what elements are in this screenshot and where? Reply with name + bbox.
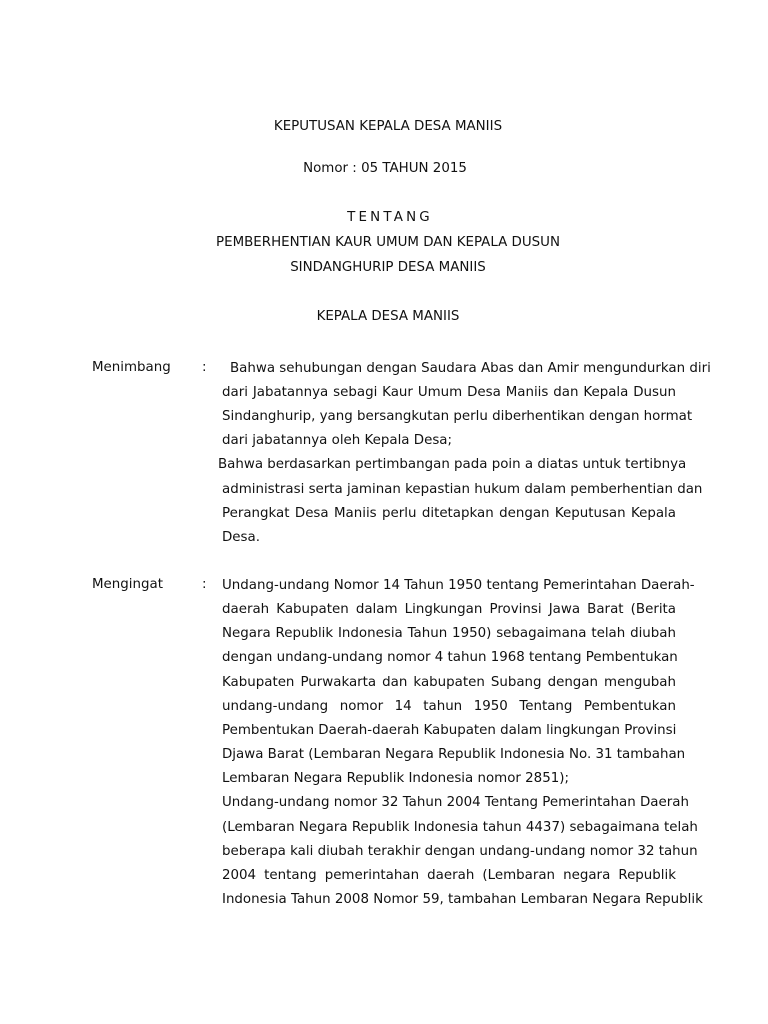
mengingat-line: Undang-undang Nomor 14 Tahun 1950 tentang Pemerintahan Daerah-	[222, 578, 695, 593]
subject-line-1: PEMBERHENTIAN KAUR UMUM DAN KEPALA DUSUN	[216, 235, 560, 250]
menimbang-line: dari Jabatannya sebagi Kaur Umum Desa Maniis dan Kepala Dusun	[222, 385, 676, 400]
mengingat-line: daerah Kabupaten dalam Lingkungan Provinsi Jawa Barat (Berita	[222, 602, 676, 617]
menimbang-line: Sindanghurip, yang bersangkutan perlu diberhentikan dengan hormat	[222, 409, 693, 424]
decree-number: Nomor : 05 TAHUN 2015	[303, 161, 467, 176]
mengingat-line: Pembentukan Daerah-daerah Kabupaten dalam lingkungan Provinsi	[222, 723, 677, 738]
mengingat-line: Djawa Barat (Lembaran Negara Republik Indonesia No. 31 tambahan	[222, 747, 686, 762]
mengingat-line: Kabupaten Purwakarta dan kabupaten Subang dengan mengubah	[222, 675, 676, 690]
issuer-heading: KEPALA DESA MANIIS	[316, 309, 460, 324]
subject-line-2: SINDANGHURIP DESA MANIIS	[290, 260, 486, 275]
document-title: KEPUTUSAN KEPALA DESA MANIIS	[273, 119, 503, 134]
tentang-heading: TENTANG	[347, 210, 433, 225]
menimbang-line: Desa.	[222, 530, 260, 545]
mengingat-colon: :	[202, 577, 207, 592]
mengingat-line: (Lembaran Negara Republik Indonesia tahun 4437) sebagaimana telah	[222, 820, 698, 835]
mengingat-line: Undang-undang nomor 32 Tahun 2004 Tentang Pemerintahan Daerah	[222, 795, 689, 810]
mengingat-line: dengan undang-undang nomor 4 tahun 1968 tentang Pembentukan	[222, 650, 678, 665]
mengingat-label: Mengingat	[92, 577, 163, 592]
mengingat-line: Indonesia Tahun 2008 Nomor 59, tambahan Lembaran Negara Republik	[222, 892, 703, 907]
menimbang-label: Menimbang	[92, 360, 171, 375]
menimbang-line: Bahwa berdasarkan pertimbangan pada poin a diatas untuk tertibnya	[218, 457, 687, 472]
menimbang-line: dari jabatannya oleh Kepala Desa;	[222, 433, 453, 448]
mengingat-line: Negara Republik Indonesia Tahun 1950) sebagaimana telah diubah	[222, 626, 676, 641]
mengingat-line: 2004 tentang pemerintahan daerah (Lembaran negara Republik	[222, 868, 676, 883]
mengingat-line: Lembaran Negara Republik Indonesia nomor 2851);	[222, 771, 569, 786]
menimbang-line: Bahwa sehubungan dengan Saudara Abas dan Amir mengundurkan diri	[230, 361, 711, 376]
menimbang-line: administrasi serta jaminan kepastian hukum dalam pemberhentian dan	[222, 482, 703, 497]
menimbang-line: Perangkat Desa Maniis perlu ditetapkan dengan Keputusan Kepala	[222, 506, 676, 521]
menimbang-colon: :	[202, 360, 207, 375]
mengingat-line: undang-undang nomor 14 tahun 1950 Tentang Pembentukan	[222, 699, 676, 714]
mengingat-line: beberapa kali diubah terakhir dengan undang-undang nomor 32 tahun	[222, 844, 698, 859]
